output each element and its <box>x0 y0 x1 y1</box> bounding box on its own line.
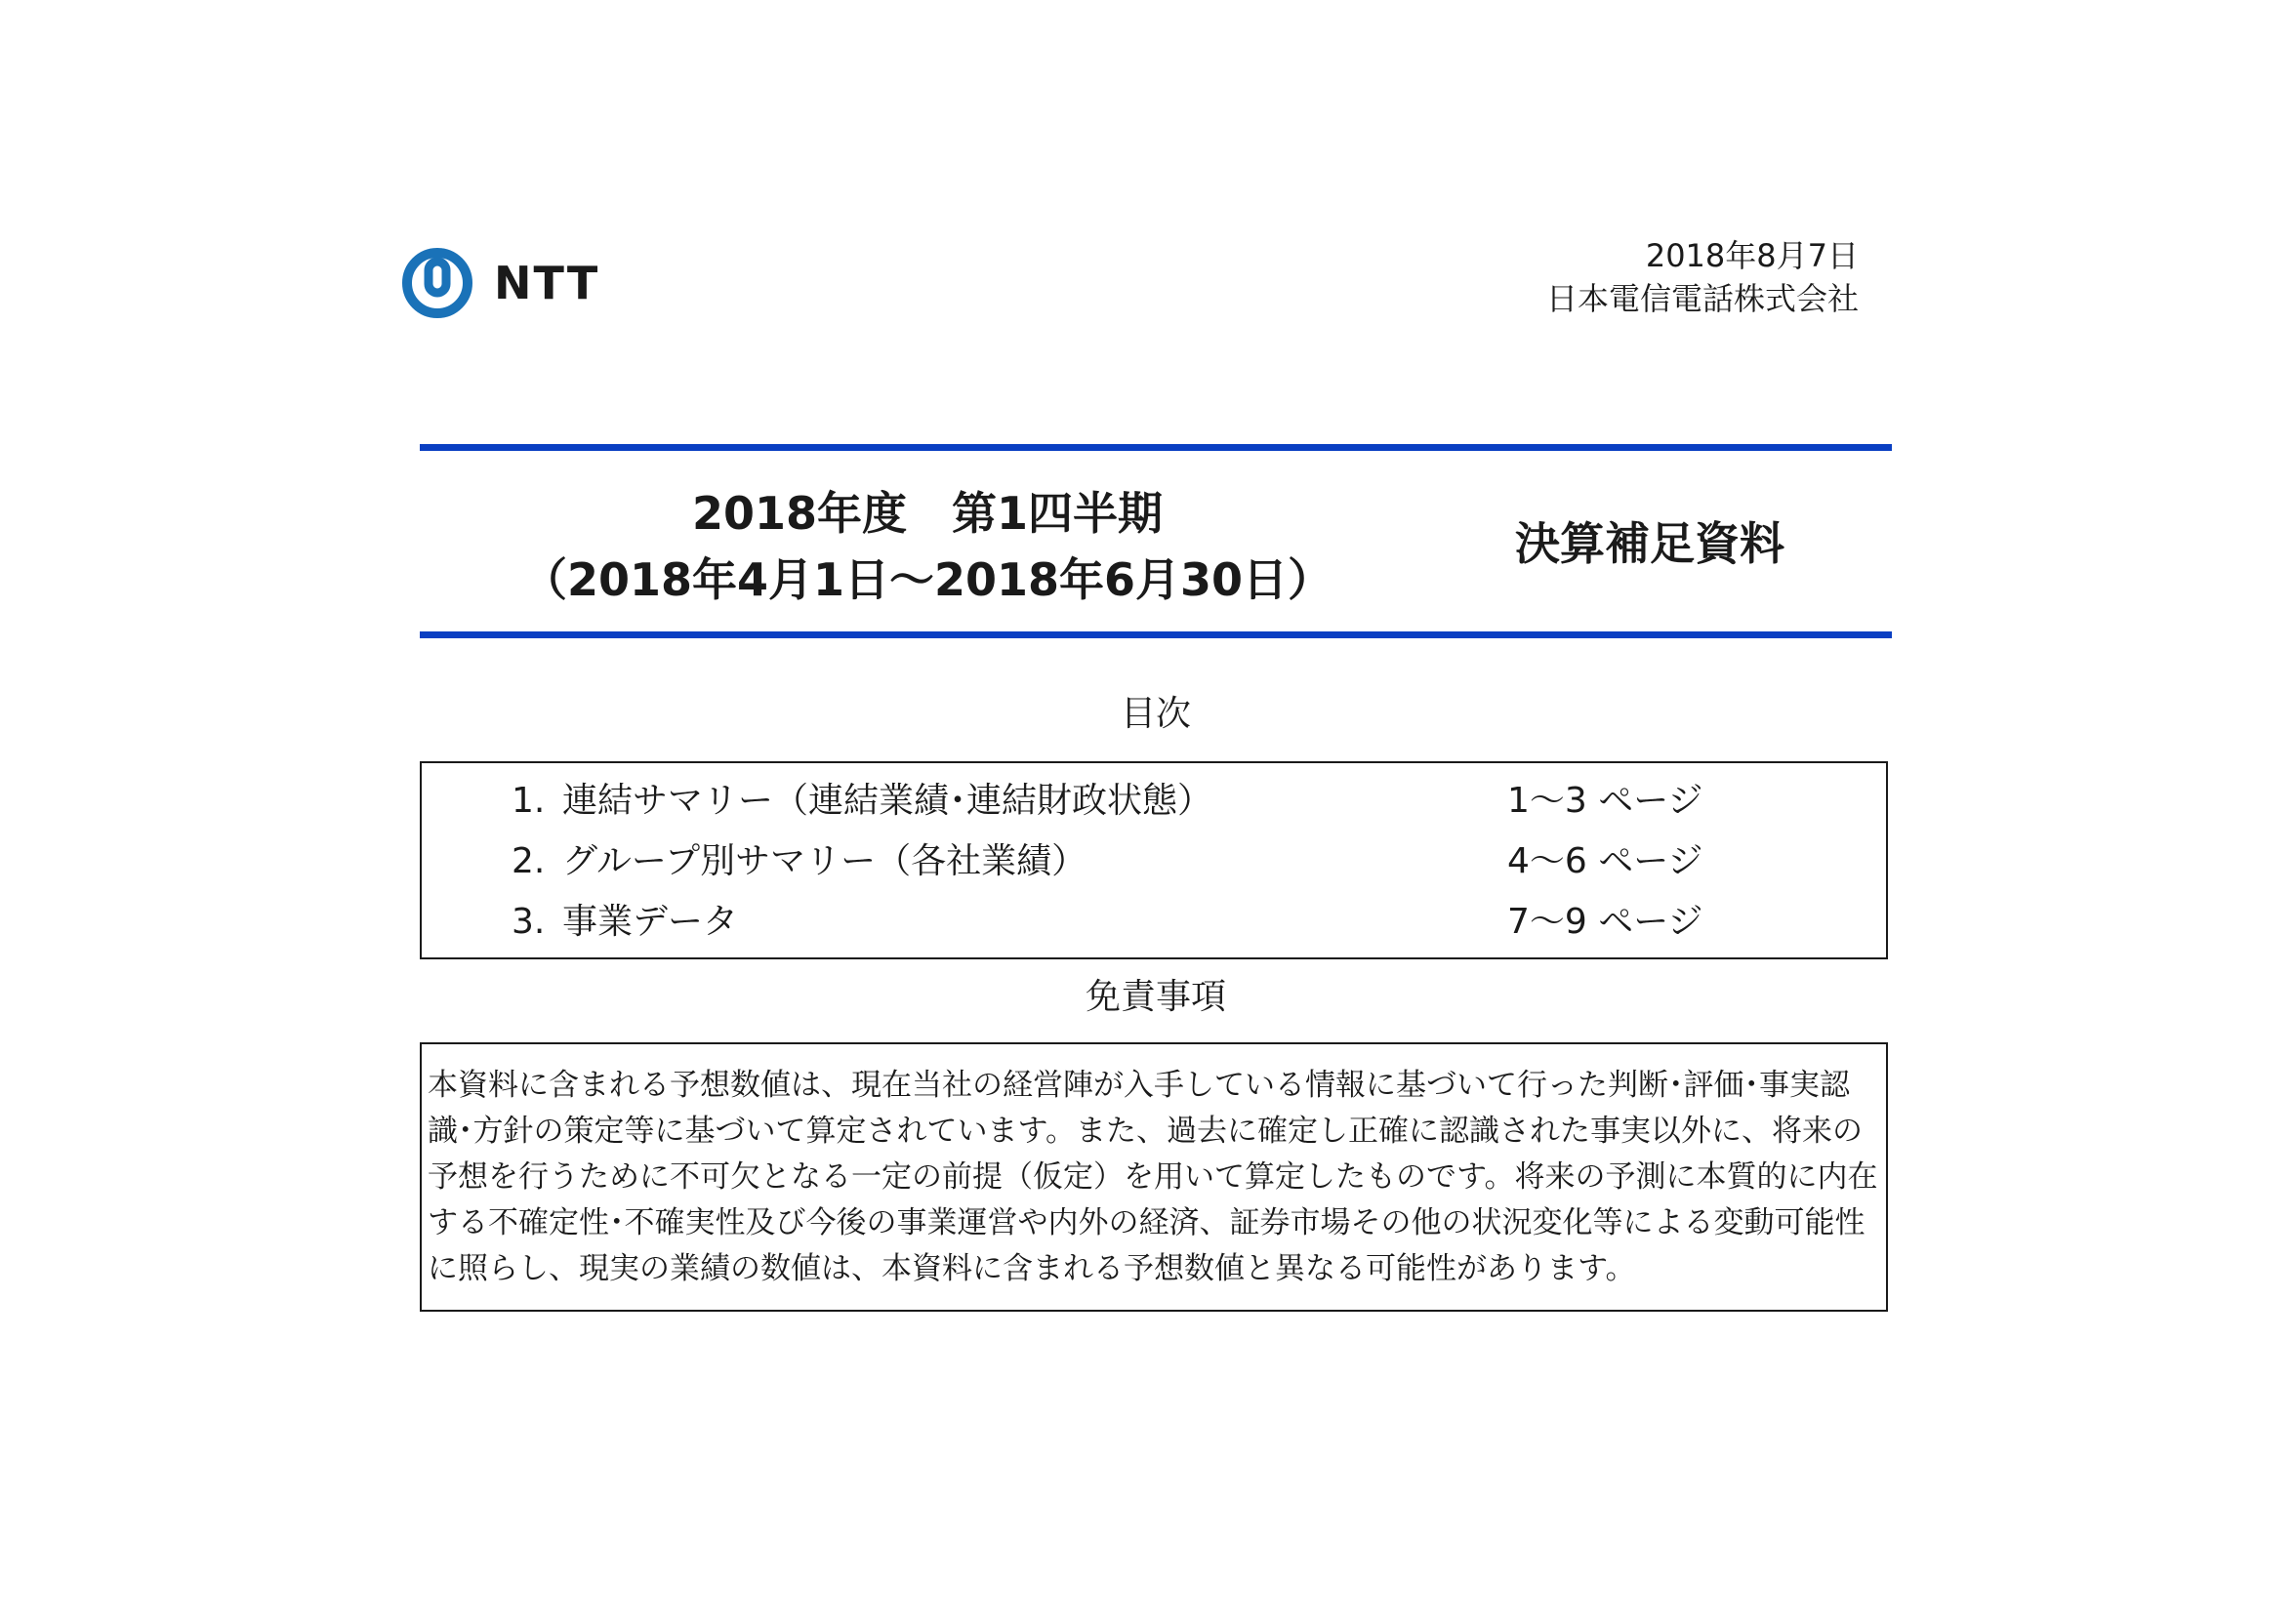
toc-item-number: 3. <box>512 902 546 942</box>
title-rule-top <box>420 444 1892 451</box>
release-date: 2018年8月7日 <box>1645 237 1859 274</box>
document-header-info <box>1546 234 1859 320</box>
logo-text: NTT <box>494 257 600 309</box>
toc-item-label: 事業データ <box>562 902 739 942</box>
toc-item-pages: 1～3 ページ <box>1507 781 1703 821</box>
disclaimer-heading: 免責事項 <box>1085 977 1226 1017</box>
toc-item-number: 1. <box>512 781 546 821</box>
toc-item-number: 2. <box>512 841 546 881</box>
title-date-range: （2018年4月1日～2018年6月30日） <box>521 553 1333 606</box>
document-title <box>420 480 1435 613</box>
toc-item-1 <box>422 771 1886 832</box>
toc-item-pages: 7～9 ページ <box>1507 902 1703 942</box>
ntt-logo <box>400 248 599 318</box>
ntt-logo-mark-icon <box>400 246 474 320</box>
disclaimer-box <box>420 1042 1888 1312</box>
toc-item-3 <box>422 892 1886 953</box>
toc-heading: 目次 <box>1120 694 1191 734</box>
toc-item-label: グループ別サマリー（各社業績） <box>562 841 1087 881</box>
toc-item-2 <box>422 832 1886 892</box>
company-name: 日本電信電話株式会社 <box>1545 280 1859 317</box>
toc-item-pages: 4～6 ページ <box>1507 841 1703 881</box>
table-of-contents <box>420 761 1888 959</box>
disclaimer-text: 本資料に含まれる予想数値は、現在当社の経営陣が入手している情報に基づいて行った判断･評価･事実認識･方針の策定等に基づいて算定されています。また、過去に確定し正確に認識された事実以外に、将来の予想を行うために不可欠となる一定の前提（仮定）を用いて算定したものです。将来の予測に本質的に内在する不確定性･不確実性及び今後の事業運営や内外の経済、証券市場その他の状況変化等による変動可能性に照らし、現実の業績の数値は、本資料に含まれる予想数値と異なる可能性があります。 <box>428 1068 1878 1286</box>
title-rule-bottom <box>420 631 1892 638</box>
title-period: 2018年度 第1四半期 <box>691 487 1164 540</box>
document-subject: 決算補足資料 <box>1515 517 1784 570</box>
toc-item-label: 連結サマリー（連結業績･連結財政状態） <box>562 781 1213 821</box>
